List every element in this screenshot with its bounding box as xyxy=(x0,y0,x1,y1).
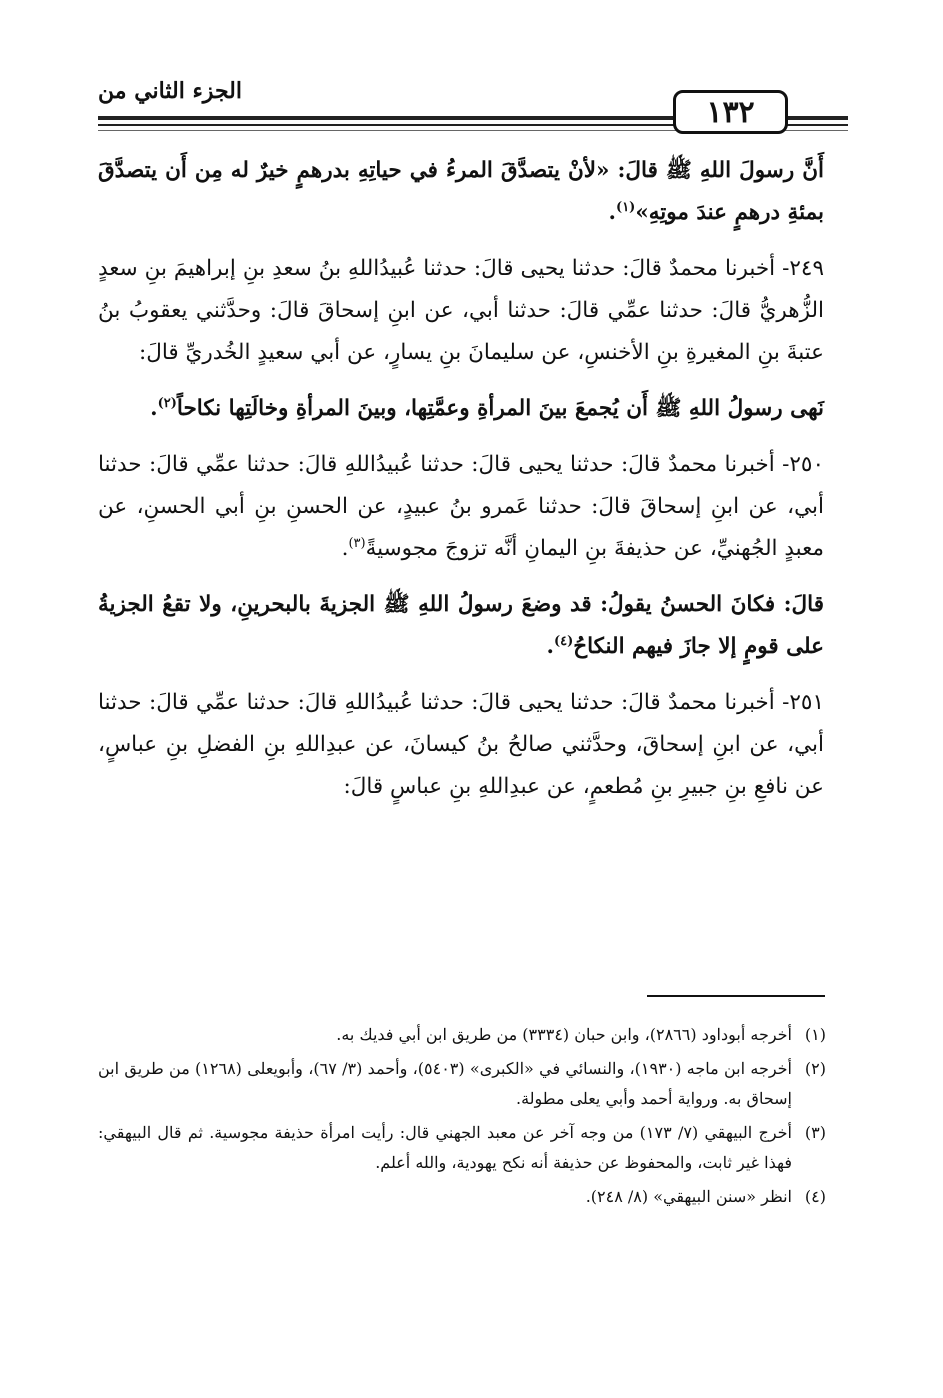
paragraph-isnad-249 xyxy=(98,248,824,374)
paragraph-hadith-1 xyxy=(98,150,824,234)
footnote-text: أخرج البيهقي (٧/ ١٧٣) من وجه آخر عن معبد الجهني قال: رأيت امرأة حذيفة مجوسية. ثم قال البيهقي: فهذا غير ثابت، والمحفوظ عن حذيفة أنه نكح يهودية، والله أعلم. xyxy=(98,1123,792,1172)
footnote-text: انظر «سنن البيهقي» (٨/ ٢٤٨). xyxy=(585,1187,792,1206)
paragraph-tail: . xyxy=(546,634,554,659)
page-number: ١٣٢ xyxy=(673,90,788,134)
footnote-ref[interactable]: (٢) xyxy=(157,395,177,411)
footnotes xyxy=(98,1020,826,1216)
paragraph-text: ٢٤٩- أخبرنا محمدٌ قالَ: حدثنا يحيى قالَ: حدثنا عُبيدُاللهِ بنُ سعدِ بنِ إبراهيمَ بنِ سعدٍ الزُّهريُّ قالَ: حدثنا عمِّي قالَ: حدثنا أبي، عن ابنِ إسحاقَ قالَ: وحدَّثني يعقوبُ بنُ عتبةَ بنِ المغيرةِ بنِ الأخنسِ، عن سليمانَ بنِ يسارٍ، عن أبي سعيدٍ الخُدريِّ قالَ: xyxy=(98,256,824,365)
page-header xyxy=(98,78,848,134)
paragraph-tail: . xyxy=(150,396,158,421)
paragraph-hadith-2 xyxy=(98,388,824,430)
paragraph-text: أَنَّ رسولَ اللهِ ﷺ قالَ: «لأنْ يتصدَّقَ المرءُ في حياتِهِ بدرهمٍ خيرٌ له مِن أَن يتصدَّقَ بمئةِ درهمٍ عندَ موتِهِ» xyxy=(98,158,824,225)
footnote-ref[interactable]: (١) xyxy=(616,199,636,215)
footnote-text: أخرجه أبوداود (٢٨٦٦)، وابن حبان (٣٣٣٤) من طريق ابن أبي فديك به. xyxy=(336,1025,792,1044)
footnote-4 xyxy=(98,1182,826,1212)
paragraph-hadith-3 xyxy=(98,584,824,668)
paragraph-text: قالَ: فكانَ الحسنُ يقولُ: قد وضعَ رسولُ اللهِ ﷺ الجزيةَ بالبحرينِ، ولا تقعُ الجزيةُ على قومٍ إلا جازَ فيهم النكاحُ xyxy=(98,592,824,659)
paragraph-text: نَهى رسولُ اللهِ ﷺ أَن يُجمعَ بينَ المرأةِ وعمَّتِها، وبينَ المرأةِ وخالَتِها نكاحاً xyxy=(176,396,824,421)
footnote-2 xyxy=(98,1054,826,1114)
footnote-separator xyxy=(647,995,825,997)
paragraph-text: ٢٥٠- أخبرنا محمدٌ قالَ: حدثنا يحيى قالَ: حدثنا عُبيدُاللهِ قالَ: حدثنا عمِّي قالَ: حدثنا أبي، عن ابنِ إسحاقَ قالَ: حدثنا عَمرو بنُ عبيدٍ، عن الحسنِ بنِ أبي الحسنِ، عن معبدٍ الجُهنيِّ، عن حذيفةَ بنِ اليمانِ أنَّه تزوجَ مجوسيةً xyxy=(98,452,824,561)
footnote-1 xyxy=(98,1020,826,1050)
running-head: الجزء الثاني من xyxy=(98,78,242,104)
paragraph-text: ٢٥١- أخبرنا محمدٌ قالَ: حدثنا يحيى قالَ: حدثنا عُبيدُاللهِ قالَ: حدثنا عمِّي قالَ: حدثنا أبي، عن ابنِ إسحاقَ، وحدَّثني صالحُ بنُ كيسانَ، عن عبدِاللهِ بنِ الفضلِ بنِ عباسٍ، عن نافعِ بنِ جبيرِ بنِ مُطعمٍ، عن عبدِاللهِ بنِ عباسٍ قالَ: xyxy=(98,690,824,799)
footnote-number: (٢) xyxy=(804,1059,826,1078)
footnote-ref[interactable]: (٣) xyxy=(348,535,366,551)
footnote-number: (٤) xyxy=(804,1187,826,1206)
paragraph-tail: . xyxy=(341,536,349,561)
paragraph-isnad-251 xyxy=(98,682,824,808)
footnote-text: أخرجه ابن ماجه (١٩٣٠)، والنسائي في «الكبرى» (٥٤٠٣)، وأحمد (٣/ ٦٧)، وأبويعلى (١٢٦٨) من طريق ابن إسحاق به. ورواية أحمد وأبي يعلى مطولة. xyxy=(98,1059,792,1108)
footnote-number: (٣) xyxy=(804,1123,826,1142)
footnote-number: (١) xyxy=(804,1025,826,1044)
paragraph-isnad-250 xyxy=(98,444,824,570)
main-text xyxy=(98,150,824,822)
footnote-3 xyxy=(98,1118,826,1178)
paragraph-tail: . xyxy=(608,200,617,225)
footnote-ref[interactable]: (٤) xyxy=(553,633,574,649)
